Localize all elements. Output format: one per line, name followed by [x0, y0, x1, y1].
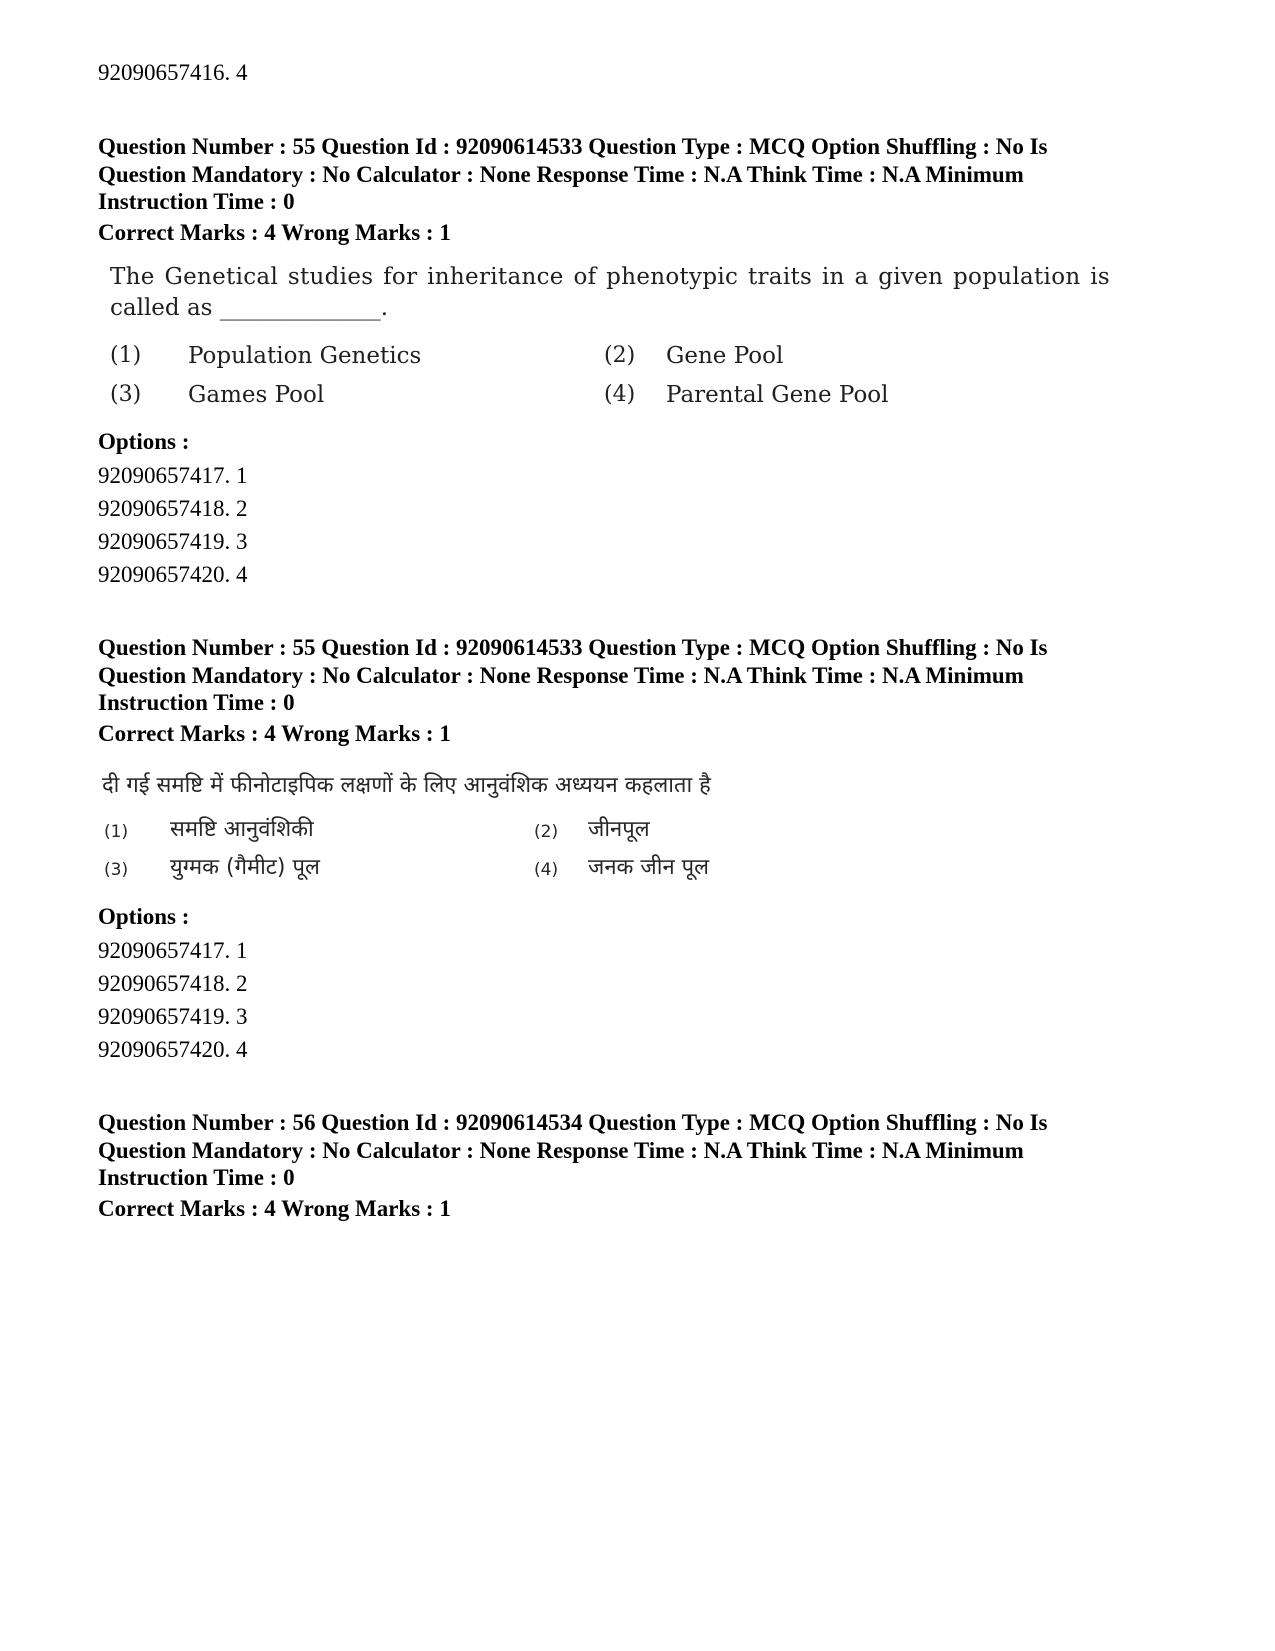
q55-hi-meta-line2: Question Mandatory : No Calculator : None Response Time : N.A Think Time : N.A Minimum: [98, 662, 1024, 688]
q55-en-choice-2-number: (2): [604, 343, 636, 368]
q55-en-choice-3-number: (3): [110, 382, 142, 407]
q55-en-options-label: Options :: [98, 429, 190, 454]
q55-en-option-1: 92090657417. 1: [98, 463, 248, 488]
q55-en-stem-line2: called as ______________.: [110, 295, 389, 321]
q55-hi-choice-1-text: समष्टि आनुवंशिकी: [170, 817, 314, 842]
q55-en-choice-1-number: (1): [110, 343, 142, 368]
q55-en-option-4: 92090657420. 4: [98, 562, 248, 587]
q55-en-choice-3-text: Games Pool: [188, 382, 325, 408]
q55-en-choice-4-number: (4): [604, 382, 636, 407]
q55-hi-options-label: Options :: [98, 904, 190, 929]
previous-option-4: 92090657416. 4: [98, 60, 248, 85]
q55-en-question-image: [110, 262, 1120, 432]
q55-hi-meta-line1: Question Number : 55 Question Id : 92090614533 Question Type : MCQ Option Shuffling : No Is: [98, 635, 1048, 660]
q55-hi-option-3: 92090657419. 3: [98, 1004, 248, 1029]
q55-hi-choice-1-number: (1): [104, 822, 129, 842]
q56-marks: Correct Marks : 4 Wrong Marks : 1: [98, 1196, 451, 1221]
q56-meta: [98, 1109, 1198, 1192]
q55-hi-stem: दी गई समष्टि में फीनोटाइपिक लक्षणों के लिए आनुवंशिक अध्ययन कहलाता है: [102, 773, 711, 798]
q56-meta-line1: Question Number : 56 Question Id : 92090614534 Question Type : MCQ Option Shuffling : No Is: [98, 1110, 1048, 1135]
q55-hi-choice-4-number: (4): [534, 860, 559, 880]
q55-en-meta-line2: Question Mandatory : No Calculator : None Response Time : N.A Think Time : N.A Minimum: [98, 161, 1024, 187]
q55-hi-option-2: 92090657418. 2: [98, 971, 248, 996]
q55-hi-meta: [98, 634, 1198, 717]
q55-en-choice-2-text: Gene Pool: [666, 343, 784, 369]
q55-hi-marks: Correct Marks : 4 Wrong Marks : 1: [98, 721, 451, 746]
q55-hi-choice-3-number: (3): [104, 860, 129, 880]
q55-en-option-2: 92090657418. 2: [98, 496, 248, 521]
q55-hi-meta-line3: Instruction Time : 0: [98, 690, 295, 715]
q55-hi-question-image: [102, 770, 782, 920]
q55-en-choice-4-text: Parental Gene Pool: [666, 382, 889, 408]
q55-hi-option-4: 92090657420. 4: [98, 1037, 248, 1062]
q55-hi-choice-2-number: (2): [534, 822, 559, 842]
q55-en-meta-line3: Instruction Time : 0: [98, 189, 295, 214]
q55-en-choice-1-text: Population Genetics: [188, 343, 422, 369]
q55-en-stem-line1: The Genetical studies for inheritance of phenotypic traits in a given population is: [110, 264, 1110, 290]
q55-en-marks: Correct Marks : 4 Wrong Marks : 1: [98, 220, 451, 245]
q55-en-meta-line1: Question Number : 55 Question Id : 92090614533 Question Type : MCQ Option Shuffling : No Is: [98, 134, 1048, 159]
q55-hi-choice-3-text: युग्मक (गैमीट) पूल: [170, 855, 320, 880]
q55-hi-option-1: 92090657417. 1: [98, 938, 248, 963]
q55-hi-choice-4-text: जनक जीन पूल: [588, 855, 710, 880]
q55-en-meta: [98, 133, 1198, 216]
q55-hi-choice-2-text: जीनपूल: [588, 817, 650, 842]
q56-meta-line3: Instruction Time : 0: [98, 1165, 295, 1190]
q56-meta-line2: Question Mandatory : No Calculator : None Response Time : N.A Think Time : N.A Minimum: [98, 1137, 1024, 1163]
q55-en-option-3: 92090657419. 3: [98, 529, 248, 554]
